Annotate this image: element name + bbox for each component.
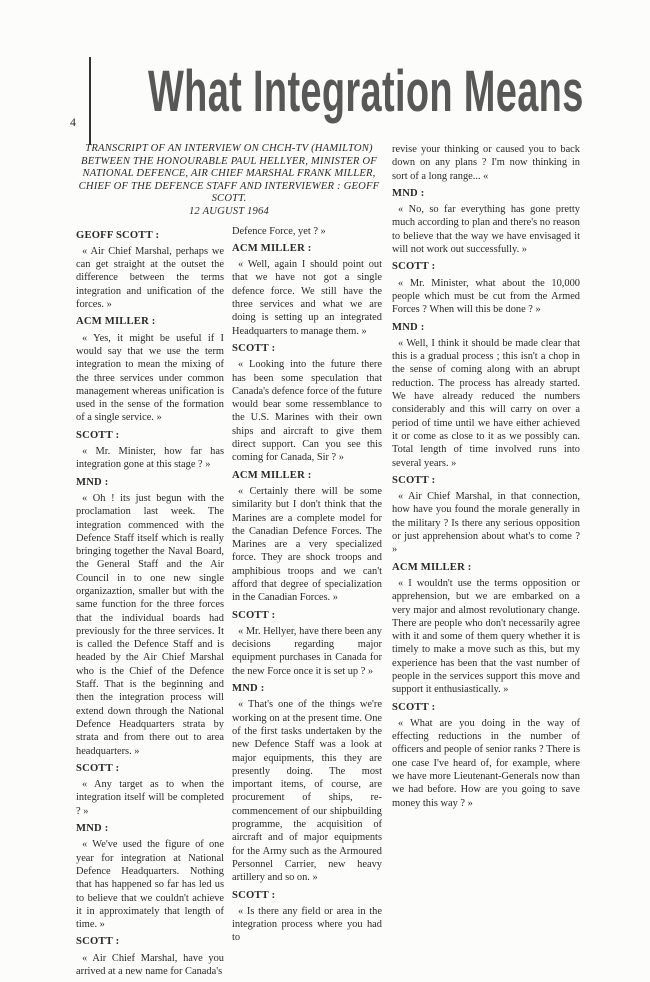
dialogue-paragraph: « Any target as to when the integration itself will be completed ? » (76, 779, 224, 817)
dialogue-paragraph: « Well, I think it should be made clear that this is a gradual process ; this isn't a chop in the sense of coming along with an abrupt reduction. The process has already started. We have already reduced the numbers considerably and this will carry on over a period of time until we have either achieved it or come as close to it as we possibly can. Total length of time involved runs into several years. » (392, 337, 580, 469)
speaker-label: MND : (76, 476, 109, 488)
vertical-rule (89, 57, 91, 145)
speaker-label: SCOTT : (232, 889, 276, 901)
dialogue-paragraph: « Is there any field or area in the integration process where you had to (232, 905, 382, 944)
dialogue-paragraph: « Yes, it might be useful if I would say that we use the term integration to mean the mixing of the three services under common management whereas unification is used in the sense of the formation of a single service. » (76, 332, 224, 424)
speaker-label: SCOTT : (392, 701, 436, 713)
text-column-3 (392, 143, 580, 814)
speaker-label: MND : (232, 683, 265, 695)
intro-date: 12 AUGUST 1964 (188, 205, 270, 217)
speaker-label: SCOTT : (392, 474, 436, 486)
text-column-2 (232, 225, 382, 949)
dialogue-paragraph: « I wouldn't use the terms opposition or apprehension, but we are embarked on a very major and almost revolutionary change. There are people who don't necessarily agree with it and some of them query whether it is timely to make a move such as this, but my experience has been that the vast number of people in the services support this move and support it enthusiastically. » (392, 577, 580, 696)
speaker-label: MND : (392, 321, 425, 333)
speaker-label: MND : (392, 187, 425, 199)
dialogue-paragraph: « No, so far everything has gone pretty much according to plan and there's no reason to believe that the way we have envisaged it will not work out successfully. » (392, 204, 580, 256)
speaker-label: GEOFF SCOTT : (76, 229, 160, 241)
speaker-label: SCOTT : (392, 261, 436, 273)
dialogue-paragraph: « Certainly there will be some similarity but I don't think that the Marines are a complete model for the Canadian Defence Forces. The Marines are a very specialized force. They are shock troops and amphibious troops and we can't afford that degree of specialization in the Canadian Forces. » (232, 485, 382, 604)
dialogue-paragraph: « Oh ! its just begun with the proclamation last week. The integration commenced with the Defence Staff itself which is really bringing together the Naval Board, the General Staff and the Air Council in to one new single organizaztion, smaller but with the same function for the three forces that the individual boards had previously for the three services. It is called the Defence Staff and is headed by the Air Chief Marshal who is the Chief of the Defence Staff. That is the beginning and then the integration process will extend down through the National Defence Headquarters strata by strata and from there out to area headquarters. » (76, 492, 224, 757)
title-area (148, 59, 598, 124)
dialogue-paragraph: « That's one of the things we're working on at the present time. One of the first tasks undertaken by the new Defence Staff was a look at major equipments, this they are presently doing. The most important items, of course, are procurement of ships, re-commencement of our shipbuilding programme, the acquisition of aircraft and of major equipments for the Army such as the Armoured Personnel Carrier, new heavy artillery and so on. » (232, 699, 382, 884)
dialogue-paragraph: « Mr. Hellyer, have there been any decisions regarding major equipment purchases in Canada for the new Force once it is set up ? » (232, 625, 382, 677)
left-columns (76, 225, 382, 982)
speaker-label: ACM MILLER : (392, 561, 472, 573)
dialogue-paragraph: « Well, again I should point out that we have not got a single defence force. We still have the three services and what we are doing is setting up an integrated Headquarters to manage them. » (232, 259, 382, 337)
intro-block (76, 143, 382, 219)
dialogue-paragraph: « We've used the figure of one year for integration at National Defence Headquarters. Nothing that has happened so far has led us to believe that we couldn't achieve it in approximately that length of time. » (76, 839, 224, 931)
speaker-label: SCOTT : (232, 342, 276, 354)
page-number: 4 (70, 115, 76, 129)
dialogue-paragraph: Defence Force, yet ? » (232, 225, 326, 237)
speaker-label: ACM MILLER : (232, 242, 312, 254)
speaker-label: SCOTT : (76, 762, 120, 774)
speaker-label: SCOTT : (232, 609, 276, 621)
dialogue-paragraph: « Mr. Minister, what about the 10,000 people which must be cut from the Armed Forces ? When will this be done ? » (392, 277, 580, 316)
left-block (76, 143, 382, 982)
dialogue-paragraph: « Mr. Minister, how far has integration gone at this stage ? » (76, 446, 224, 471)
dialogue-paragraph: « Air Chief Marshal, in that connection, how have you found the morale generally in the military ? Is there any serious opposition or just apprehension about what's to come ? » (392, 491, 580, 556)
dialogue-paragraph: « Looking into the future there has been some speculation that Canada's defence force of the future would bear some ressemblance to the U.S. Marines with their own ships and aircraft to give them direct support. Can you see this coming for Canada, Sir ? » (232, 359, 382, 464)
dialogue-paragraph: « Air Chief Marshal, have you arrived at a new name for Canada's (76, 952, 224, 977)
dialogue-paragraph: « Air Chief Marshal, perhaps we can get straight at the outset the difference between the terms integration and unification of the forces. » (76, 245, 224, 311)
speaker-label: ACM MILLER : (232, 469, 312, 481)
article-title: What Integration Means (148, 59, 584, 124)
text-column-1 (76, 225, 224, 982)
dialogue-paragraph: revise your thinking or caused you to back down on any plans ? I'm now thinking in sort of a long range... « (392, 144, 580, 182)
speaker-label: SCOTT : (76, 936, 120, 948)
speaker-label: SCOTT : (76, 429, 120, 441)
speaker-label: MND : (76, 823, 109, 835)
intro-text: TRANSCRIPT OF AN INTERVIEW ON CHCH-TV (HAMILTON) BETWEEN THE HONOURABLE PAUL HELLYER, MINISTER OF NATIONAL DEFENCE, AIR CHIEF MARSHAL FRANK MILLER, CHIEF OF THE DEFENCE STAFF AND INTERVIEWER : GEOFF SCOTT. (78, 143, 380, 205)
dialogue-paragraph: « What are you doing in the way of effecting reductions in the number of officers and people of senior ranks ? There is one case I've heard of, for example, where we have more Lieutenant-Generals now than we had before. How are you going to save money this way ? » (392, 717, 580, 809)
speaker-label: ACM MILLER : (76, 316, 156, 328)
